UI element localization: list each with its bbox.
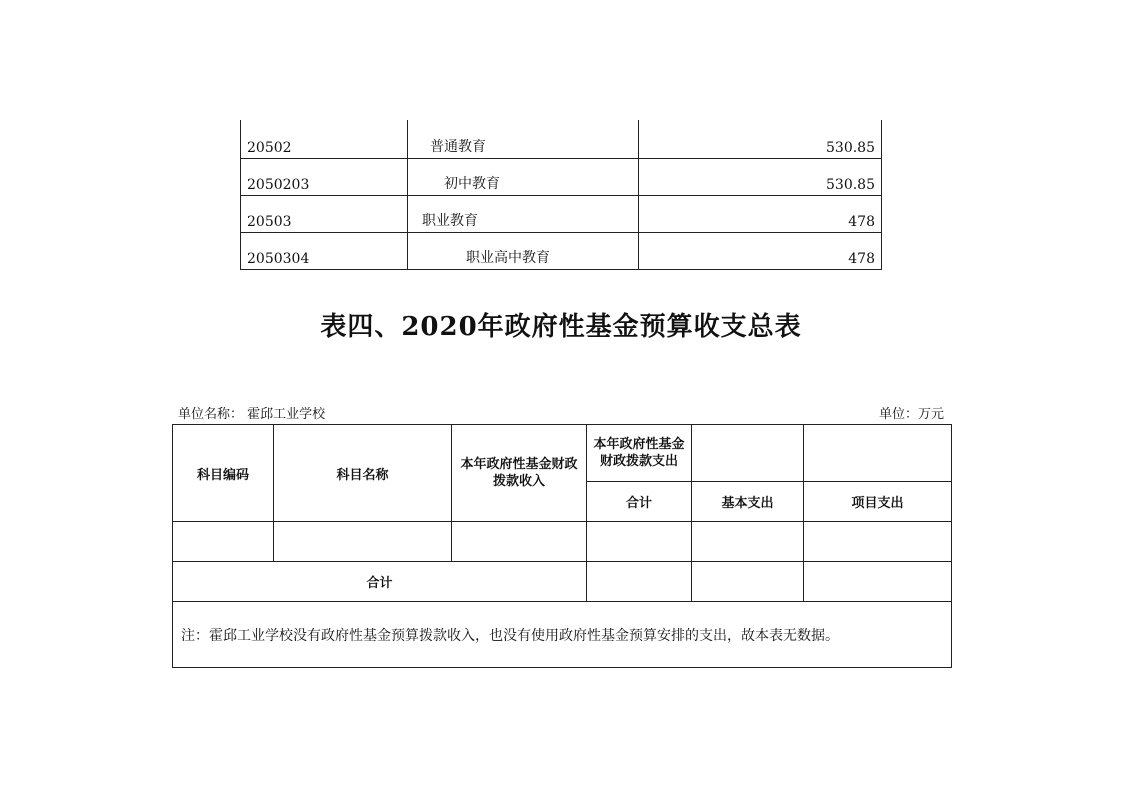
empty-cell: [452, 522, 587, 562]
header-income: 本年政府性基金财政拨款收入: [452, 425, 587, 522]
subject-name-text: 普通教育: [430, 139, 486, 155]
header-row: [173, 425, 952, 482]
subject-amount: 530.85: [639, 120, 882, 159]
subject-name-text: 初中教育: [444, 176, 500, 192]
note-text: 注：霍邱工业学校没有政府性基金预算拨款收入，也没有使用政府性基金预算安排的支出，故本表无数据。: [173, 602, 952, 668]
subject-name-text: 职业教育: [422, 213, 478, 229]
table-row: [173, 522, 952, 562]
total-label: 合计: [173, 562, 587, 602]
empty-cell: [173, 522, 274, 562]
subject-name: [408, 159, 639, 196]
header-blank-cell: [804, 425, 952, 482]
header-blank-cell: [692, 425, 804, 482]
subject-amount: 530.85: [639, 159, 882, 196]
subject-name: [408, 233, 639, 270]
empty-cell: [804, 522, 952, 562]
subject-name-text: 职业高中教育: [466, 250, 550, 266]
header-name: 科目名称: [274, 425, 452, 522]
empty-cell: [274, 522, 452, 562]
org-name-label: 单位名称： 霍邱工业学校: [178, 407, 326, 422]
continuation-table: [240, 120, 882, 270]
table-row: [241, 120, 882, 159]
note-row: [173, 602, 952, 668]
empty-cell: [804, 562, 952, 602]
table-row: [241, 159, 882, 196]
table-row: [241, 196, 882, 233]
header-project: 项目支出: [804, 482, 952, 522]
empty-cell: [587, 522, 692, 562]
page-title: 表四、2020年政府性基金预算收支总表: [320, 312, 802, 342]
subject-name: [408, 196, 639, 233]
subject-code: 20502: [241, 120, 408, 159]
header-expense-group: 本年政府性基金财政拨款支出: [587, 425, 692, 482]
unit-label: 单位：万元: [878, 407, 944, 422]
subject-code: 20503: [241, 196, 408, 233]
subject-name: [408, 120, 639, 159]
subject-amount: 478: [639, 233, 882, 270]
header-code: 科目编码: [173, 425, 274, 522]
subject-code: 2050203: [241, 159, 408, 196]
header-total: 合计: [587, 482, 692, 522]
empty-cell: [692, 522, 804, 562]
fund-budget-table: [172, 424, 952, 668]
total-row: [173, 562, 952, 602]
empty-cell: [692, 562, 804, 602]
subject-amount: 478: [639, 196, 882, 233]
empty-cell: [587, 562, 692, 602]
header-basic: 基本支出: [692, 482, 804, 522]
subject-code: 2050304: [241, 233, 408, 270]
table-row: [241, 233, 882, 270]
